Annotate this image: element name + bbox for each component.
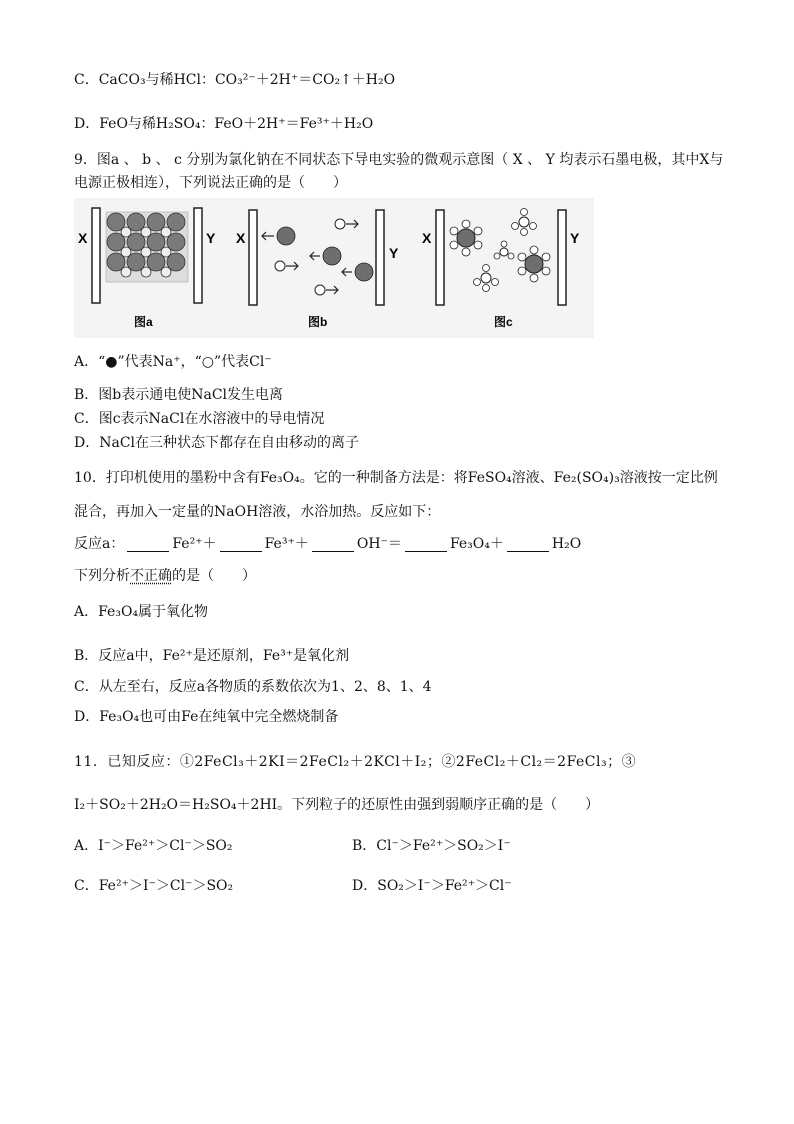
reaction-term-2: Fe³⁺＋ bbox=[264, 536, 309, 552]
coefficient-blank-3 bbox=[312, 537, 354, 552]
q11-option-b: B．Cl⁻＞Fe²⁺＞SO₂＞I⁻ bbox=[352, 838, 511, 854]
coefficient-blank-4 bbox=[405, 537, 447, 552]
coefficient-blank-2 bbox=[220, 537, 262, 552]
reaction-term-3: OH⁻＝ bbox=[356, 536, 402, 552]
panel-c-x-label: X bbox=[422, 230, 432, 246]
panel-a-electrode-y bbox=[194, 208, 202, 303]
panel-c-electrode-x bbox=[436, 210, 444, 305]
q10-question bbox=[74, 566, 256, 586]
q10-question-pre: 下列分析 bbox=[74, 568, 130, 584]
q10-option-d: D．Fe₃O₄也可由Fe在纯氧中完全燃烧制备 bbox=[74, 709, 339, 725]
coefficient-blank-5 bbox=[507, 537, 549, 552]
figure-svg bbox=[74, 198, 594, 338]
q8-option-d: D．FeO与稀H₂SO₄：FeO＋2H⁺＝Fe³⁺＋H₂O bbox=[74, 116, 374, 132]
coefficient-blank-1 bbox=[127, 537, 169, 552]
reaction-term-1: Fe²⁺＋ bbox=[172, 536, 217, 552]
q9-option-d: D．NaCl在三种状态下都存在自由移动的离子 bbox=[74, 435, 360, 451]
q10-reaction-a bbox=[74, 534, 581, 554]
q10-question-emphasis: 不正确 bbox=[130, 568, 172, 584]
q9-stem-line2: 电源正极相连），下列说法正确的是（ ） bbox=[74, 175, 347, 191]
reaction-term-4: Fe₃O₄＋ bbox=[449, 536, 504, 552]
q9-option-b: B．图b表示通电使NaCl发生电离 bbox=[74, 387, 284, 403]
q10-option-a: A．Fe₃O₄属于氧化物 bbox=[74, 604, 209, 620]
q10-stem-line2: 混合，再加入一定量的NaOH溶液，水浴加热。反应如下： bbox=[74, 504, 441, 520]
q11-stem-line1: 11．已知反应：①2FeCl₃＋2KI＝2FeCl₂＋2KCl＋I₂；②2FeCl₂＋Cl₂＝2FeCl₃；③ bbox=[74, 754, 637, 770]
q8-option-c: C．CaCO₃与稀HCl：CO₃²⁻＋2H⁺＝CO₂↑＋H₂O bbox=[74, 72, 396, 88]
panel-c-y-label: Y bbox=[570, 230, 580, 246]
panel-b-electrode-x bbox=[249, 210, 257, 305]
panel-b-y-label: Y bbox=[389, 245, 399, 261]
panel-b-caption: 图b bbox=[308, 315, 328, 329]
panel-c-caption: 图c bbox=[494, 315, 513, 329]
q11-option-c: C．Fe²⁺＞I⁻＞Cl⁻＞SO₂ bbox=[74, 878, 234, 894]
panel-b-x-label: X bbox=[236, 230, 246, 246]
q11-option-d: D．SO₂＞I⁻＞Fe²⁺＞Cl⁻ bbox=[352, 878, 512, 894]
panel-a-lattice-small-ions bbox=[121, 227, 171, 277]
panel-a-y-label: Y bbox=[206, 230, 216, 246]
q10-option-c: C．从左至右，反应a各物质的系数依次为1、2、8、1、4 bbox=[74, 679, 432, 695]
panel-c-electrode-y bbox=[558, 210, 566, 305]
reaction-term-5: H₂O bbox=[551, 536, 582, 552]
panel-a-electrode-x bbox=[92, 208, 100, 303]
q9-option-c: C．图c表示NaCl在水溶液中的导电情况 bbox=[74, 411, 325, 427]
q10-stem-line1: 10．打印机使用的墨粉中含有Fe₃O₄。它的一种制备方法是：将FeSO₄溶液、Fe₂(SO₄)₃溶液按一定比例 bbox=[74, 470, 718, 486]
panel-a-caption: 图a bbox=[134, 315, 153, 329]
q11-stem-line2: I₂＋SO₂＋2H₂O＝H₂SO₄＋2HI。下列粒子的还原性由强到弱顺序正确的是（ ） bbox=[74, 797, 600, 813]
q10-option-b: B．反应a中，Fe²⁺是还原剂，Fe³⁺是氧化剂 bbox=[74, 648, 350, 664]
panel-b-electrode-y bbox=[376, 210, 384, 305]
nacl-conduction-figure bbox=[74, 198, 594, 338]
q10-question-post: 的是（ ） bbox=[172, 568, 256, 584]
q9-stem-line1: 9．图a 、 b 、 c 分别为氯化钠在不同状态下导电实验的微观示意图（ X 、 Y 均表示石墨电极，其中X与 bbox=[74, 152, 724, 168]
panel-a-x-label: X bbox=[78, 230, 88, 246]
q11-option-a: A．I⁻＞Fe²⁺＞Cl⁻＞SO₂ bbox=[74, 838, 233, 854]
q9-option-a: A．“●”代表Na⁺，“○”代表Cl⁻ bbox=[74, 354, 272, 370]
reaction-label: 反应a： bbox=[74, 536, 125, 552]
